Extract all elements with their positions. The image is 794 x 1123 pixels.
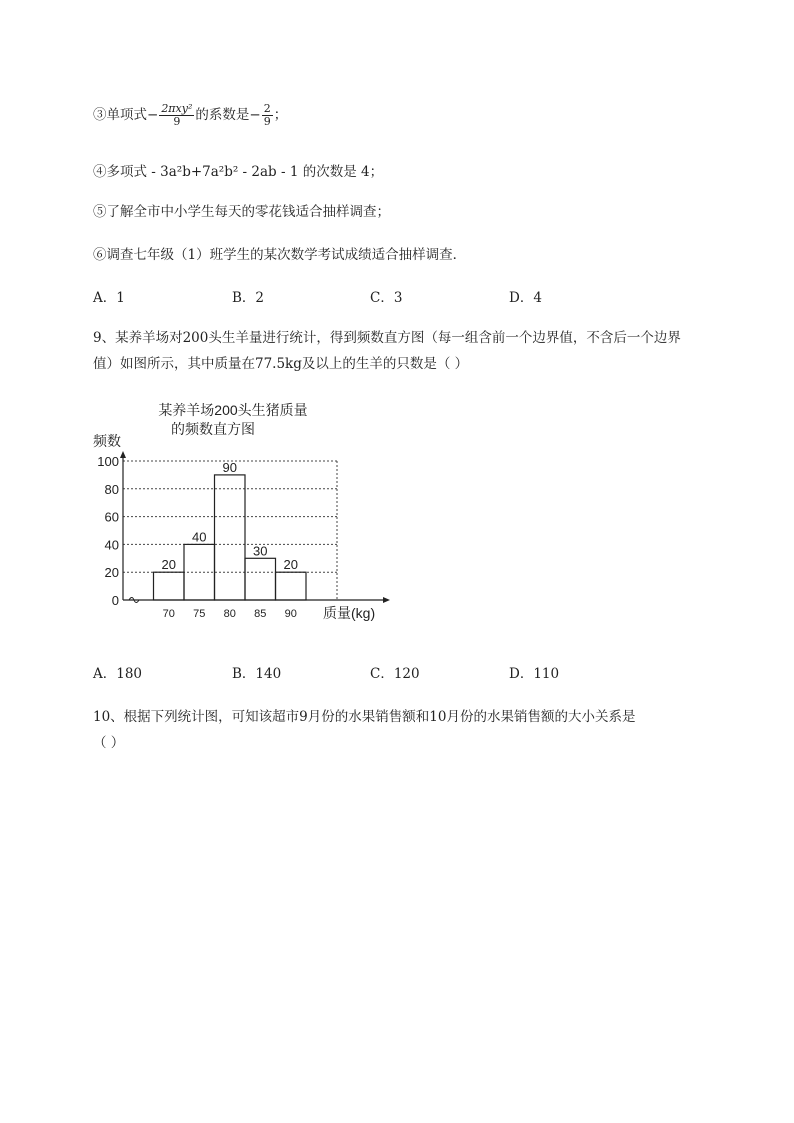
q8-option-c: C．3: [370, 290, 403, 306]
q8-option-b: B．2: [232, 290, 265, 306]
histogram-bar: [154, 572, 185, 600]
q8-option-a: A．1: [93, 290, 125, 306]
q8-option-d: D．4: [509, 290, 542, 306]
coefficient-numerator: 2: [263, 102, 271, 115]
statement-3-prefix: ③单项式−: [93, 107, 159, 123]
statement-5: ⑤了解全市中小学生每天的零花钱适合抽样调查；: [93, 204, 390, 220]
statement-4: ④多项式 - 3a²b+7a²b² - 2ab - 1 的次数是 4；: [93, 164, 384, 180]
q9-text-line-2: 值）如图所示，其中质量在77.5kg及以上的生羊的只数是（ ）: [93, 356, 469, 372]
x-tick-label: 90: [284, 608, 297, 620]
y-tick-label: 80: [104, 481, 119, 497]
bar-value-label: 20: [283, 557, 298, 573]
bar-value-label: 90: [222, 459, 237, 475]
x-tick-label: 80: [223, 608, 236, 620]
q9-option-d: D．110: [509, 666, 560, 682]
chart-title-line-2: 的频数直方图: [171, 421, 255, 437]
statement-3: [93, 103, 287, 128]
histogram-bar: [276, 572, 307, 600]
histogram-bar: [245, 558, 276, 600]
q9-option-c: C．120: [370, 666, 420, 682]
y-tick-label: 60: [104, 509, 119, 525]
chart-title-line-1: 某养羊场200头生猪质量: [158, 402, 308, 418]
y-tick-label: 40: [104, 537, 119, 553]
y-tick-label: 0: [111, 593, 119, 608]
histogram-bar: [215, 475, 246, 600]
q9-text-line-1: 9、某养羊场对200头生羊量进行统计，得到频数直方图（每一组含前一个边界值，不含后一个边界: [93, 330, 681, 346]
statement-6: ⑥调查七年级（1）班学生的某次数学考试成绩适合抽样调查．: [93, 247, 467, 263]
x-tick-label: 70: [162, 608, 175, 620]
statement-3-suffix: ；: [273, 107, 288, 123]
histogram-chart: [93, 396, 403, 626]
y-tick-label: 100: [97, 454, 119, 469]
coefficient-fraction: [262, 103, 273, 128]
bar-value-label: 20: [161, 557, 176, 573]
q10-text-line-2: （ ）: [93, 735, 125, 751]
y-axis-arrow: [120, 451, 126, 458]
statement-3-middle: 的系数是−: [195, 107, 261, 123]
x-axis-label: 质量(kg): [323, 605, 376, 621]
x-axis-arrow: [383, 597, 390, 603]
q9-option-a: A．180: [93, 666, 143, 682]
x-tick-label: 85: [254, 608, 267, 620]
q10-text-line-1: 10、根据下列统计图，可知该超市9月份的水果销售额和10月份的水果销售额的大小关系是: [93, 709, 636, 725]
bar-value-label: 30: [253, 543, 268, 559]
monomial-numerator: 2πxy²: [161, 102, 193, 115]
coefficient-denominator: 9: [263, 115, 271, 128]
y-axis-label: 频数: [93, 433, 121, 449]
monomial-denominator: 9: [173, 115, 181, 128]
x-tick-label: 75: [193, 608, 206, 620]
y-tick-label: 20: [104, 565, 119, 581]
bar-value-label: 40: [192, 529, 207, 545]
monomial-fraction: [159, 103, 194, 128]
q9-option-b: B．140: [232, 666, 282, 682]
